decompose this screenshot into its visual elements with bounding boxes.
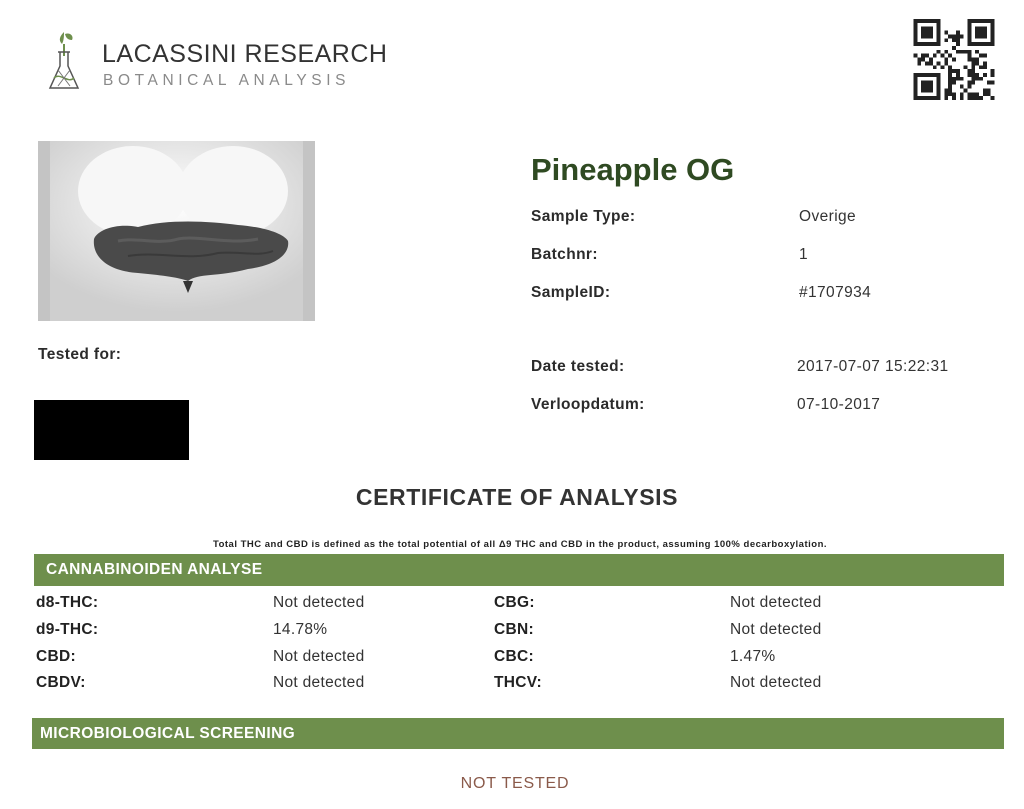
cannabinoid-value: Not detected <box>273 594 365 611</box>
expiry-date-label: Verloopdatum: <box>531 396 645 413</box>
product-name: Pineapple OG <box>531 152 735 187</box>
redacted-client-block <box>34 400 189 460</box>
cannabinoids-section-header: CANNABINOIDEN ANALYSE <box>34 554 1004 586</box>
cannabinoid-name: CBD: <box>36 648 76 665</box>
sample-id-label: SampleID: <box>531 284 611 301</box>
cannabinoid-name: CBN: <box>494 621 534 638</box>
microbiology-status: NOT TESTED <box>460 775 570 792</box>
cannabinoid-value: 14.78% <box>273 621 328 638</box>
cannabinoid-name: CBDV: <box>36 674 86 691</box>
cannabinoid-name: THCV: <box>494 674 542 691</box>
tested-for-label: Tested for: <box>38 346 122 363</box>
cannabinoid-value: Not detected <box>273 648 365 665</box>
cannabinoid-value: Not detected <box>730 621 822 638</box>
sample-type-label: Sample Type: <box>531 208 636 225</box>
cannabinoid-value: 1.47% <box>730 648 776 665</box>
batch-number-label: Batchnr: <box>531 246 598 263</box>
cannabinoid-value: Not detected <box>730 594 822 611</box>
cannabinoid-name: CBC: <box>494 648 534 665</box>
certificate-title: CERTIFICATE OF ANALYSIS <box>355 484 679 510</box>
certificate-note: Total THC and CBD is defined as the total potential of all Δ9 THC and CBD in the product, assuming 100% decarboxylation. <box>212 539 828 550</box>
cannabinoid-value: Not detected <box>273 674 365 691</box>
cannabinoid-value: Not detected <box>730 674 822 691</box>
date-tested-label: Date tested: <box>531 358 625 375</box>
brand-subtitle: BOTANICAL ANALYSIS <box>103 72 351 89</box>
cannabinoid-name: d9-THC: <box>36 621 99 638</box>
sample-type-value: Overige <box>799 208 857 225</box>
sample-id-value: #1707934 <box>799 284 872 301</box>
sample-photo <box>38 141 315 321</box>
flask-plant-icon <box>46 28 82 94</box>
qr-code-icon[interactable] <box>912 19 996 100</box>
microbiology-section-header: MICROBIOLOGICAL SCREENING <box>32 718 1004 749</box>
batch-number-value: 1 <box>799 246 809 263</box>
expiry-date-value: 07-10-2017 <box>797 396 881 413</box>
brand-title: LACASSINI RESEARCH <box>102 40 388 68</box>
date-tested-value: 2017-07-07 15:22:31 <box>797 358 949 375</box>
cannabinoid-name: d8-THC: <box>36 594 99 611</box>
cannabinoid-name: CBG: <box>494 594 535 611</box>
